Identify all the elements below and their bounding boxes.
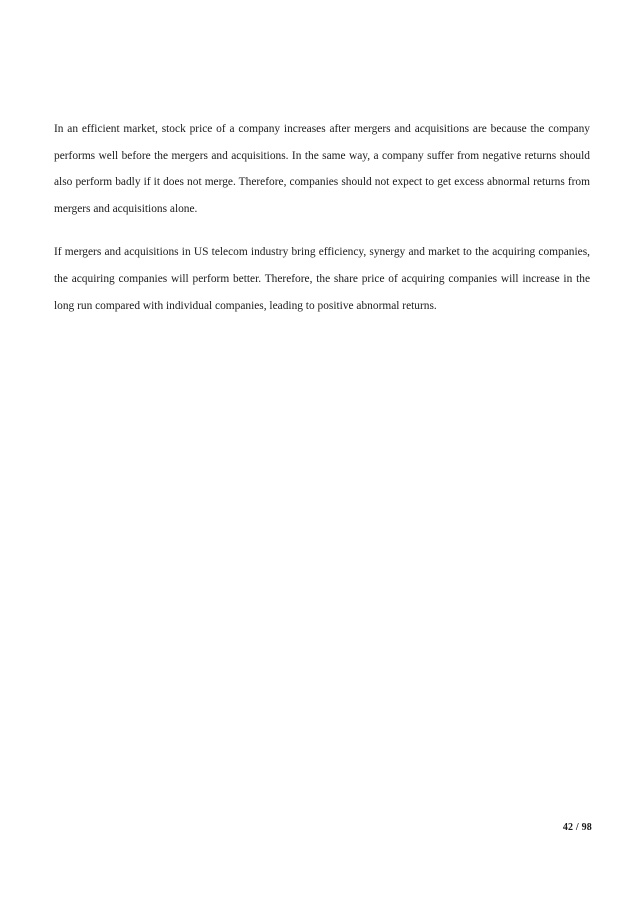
paragraph-telecom-mergers: If mergers and acquisitions in US telecom industry bring efficiency, synergy and market to the acquiring companies, the acquiring companies will perform better. Therefore, the share price of acquiring companies will increase in the long run compared with individual companies, leading to positive abnormal returns. — [54, 246, 590, 312]
paragraph-efficient-market: In an efficient market, stock price of a company increases after mergers and acquisitions are because the company performs well before the mergers and acquisitions. In the same way, a company suffer from negative returns should also perform badly if it does not merge. Therefore, companies should not expect to get excess abnormal returns from mergers and acquisitions alone. — [54, 123, 590, 215]
page-number: 42 / 98 — [562, 822, 592, 833]
body-text — [54, 116, 590, 319]
